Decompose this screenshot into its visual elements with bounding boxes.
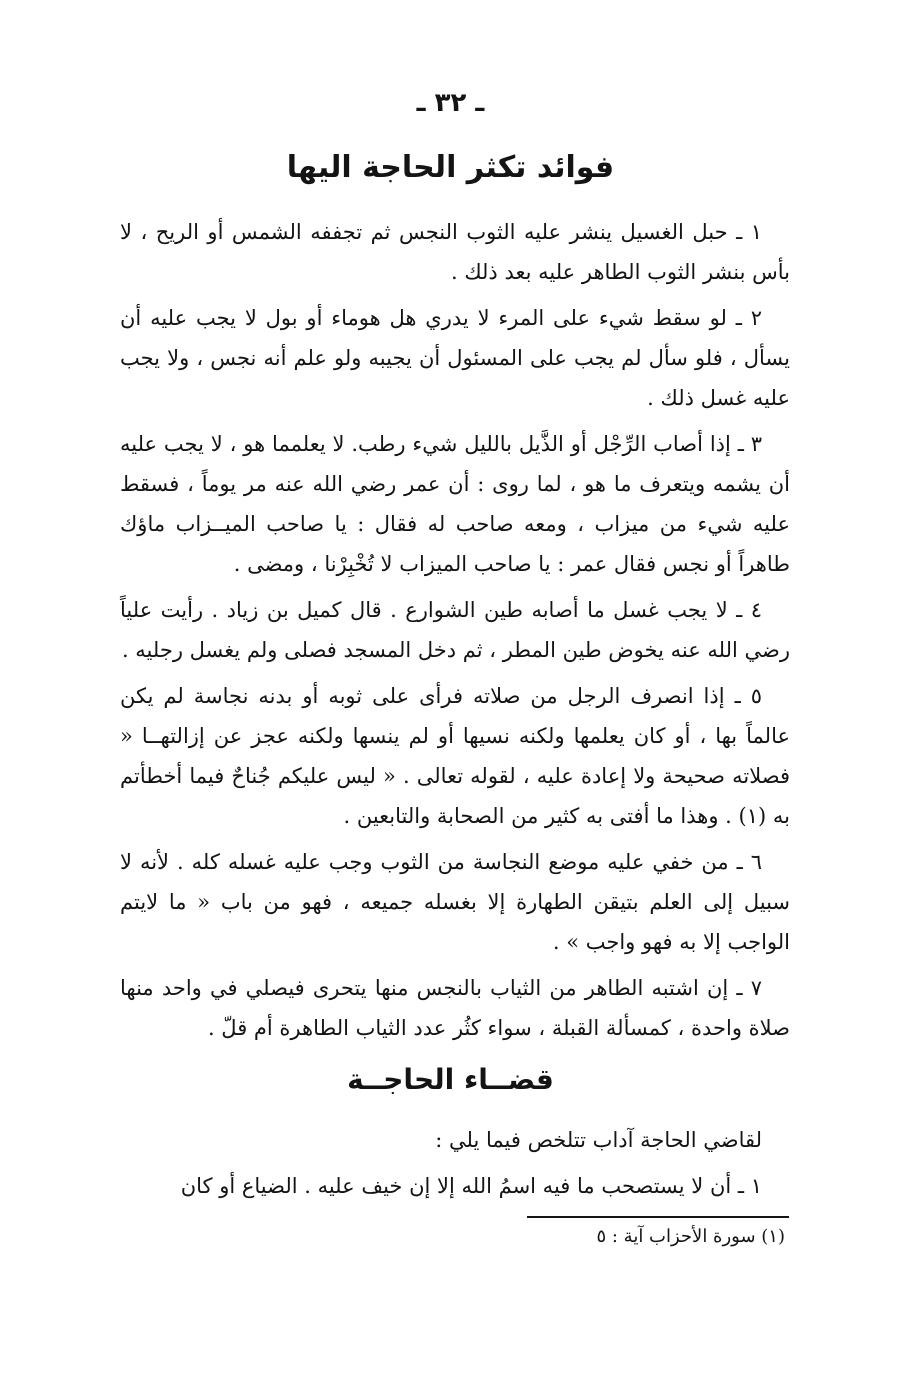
paragraph-rule-1: ١ ـ أن لا يستصحب ما فيه اسمُ الله إلا إن خيف عليه . الضياع أو كان [180, 1174, 762, 1198]
paragraph-1: ١ ـ حبل الغسيل ينشر عليه الثوب النجس ثم تجففه الشمس أو الريح ، لا بأس بنشر الثوب الطاهر عليه بعد ذلك . [120, 220, 790, 284]
section-title-benefits: فوائد تكثر الحاجة اليها [286, 150, 615, 185]
section-body-relieving [120, 1120, 790, 1212]
section-body-benefits [120, 212, 790, 1054]
footnote-divider [527, 1216, 789, 1218]
intro-paragraph: لقاضي الحاجة آداب تتلخص فيما يلي : [435, 1128, 762, 1152]
paragraph-7: ٧ ـ إن اشتبه الطاهر من الثياب بالنجس منها يتحرى فيصلي في واحد منها صلاة واحدة ، كمسألة القبلة ، سواء كثُر عدد الثياب الطاهرة أم قلّ . [120, 976, 790, 1040]
paragraph-5: ٥ ـ إذا انصرف الرجل من صلاته فرأى على ثوبه أو بدنه نجاسة لم يكن عالماً بها ، أو كان يعلمها ولكنه نسيها أو لم ينسها ولكنه عجز عن إزالتهــا « فصلاته صحيحة ولا إعادة عليه ، لقوله تعالى . « ليس عليكم جُناحٌ فيما أخطأتم به (١) . وهذا ما أفتى به كثير من الصحابة والتابعين . [120, 684, 790, 828]
paragraph-4: ٤ ـ لا يجب غسل ما أصابه طين الشوارع . قال كميل بن زياد . رأيت علياً رضي الله عنه يخوض طين المطر ، ثم دخل المسجد فصلى ولم يغسل رجليه . [120, 598, 790, 662]
paragraph-3: ٣ ـ إذا أصاب الرِّجْل أو الذَّيل بالليل شيء رطب. لا يعلمما هو ، لا يجب عليه أن يشمه ويتعرف ما هو ، لما روى : أن عمر رضي الله عنه مر يوماً ، فسقط عليه شيء من ميزاب ، ومعه صاحب له فقال : يا صاحب الميــزاب ماؤك طاهراً أو نجس فقال عمر : يا صاحب الميزاب لا تُخْبِرْنا ، ومضى . [120, 432, 790, 576]
footnote: (١) سورة الأحزاب آية : ٥ [596, 1226, 785, 1247]
paragraph-6: ٦ ـ من خفي عليه موضع النجاسة من الثوب وجب عليه غسله كله . لأنه لا سبيل إلى العلم بتيقن الطهارة إلا بغسله جميعه ، فهو من باب « ما لايتم الواجب إلا به فهو واجب » . [120, 850, 790, 954]
page-number: ـ ٣٢ ـ [416, 88, 485, 118]
paragraph-2: ٢ ـ لو سقط شيء على المرء لا يدري هل هوماء أو بول لا يجب عليه أن يسأل ، فلو سأل لم يجب على المسئول أن يجيبه ولو علم أنه نجس ، ولا يجب عليه غسل ذلك . [120, 306, 790, 410]
section-title-relieving: قضــاء الحاجــة [347, 1063, 554, 1096]
